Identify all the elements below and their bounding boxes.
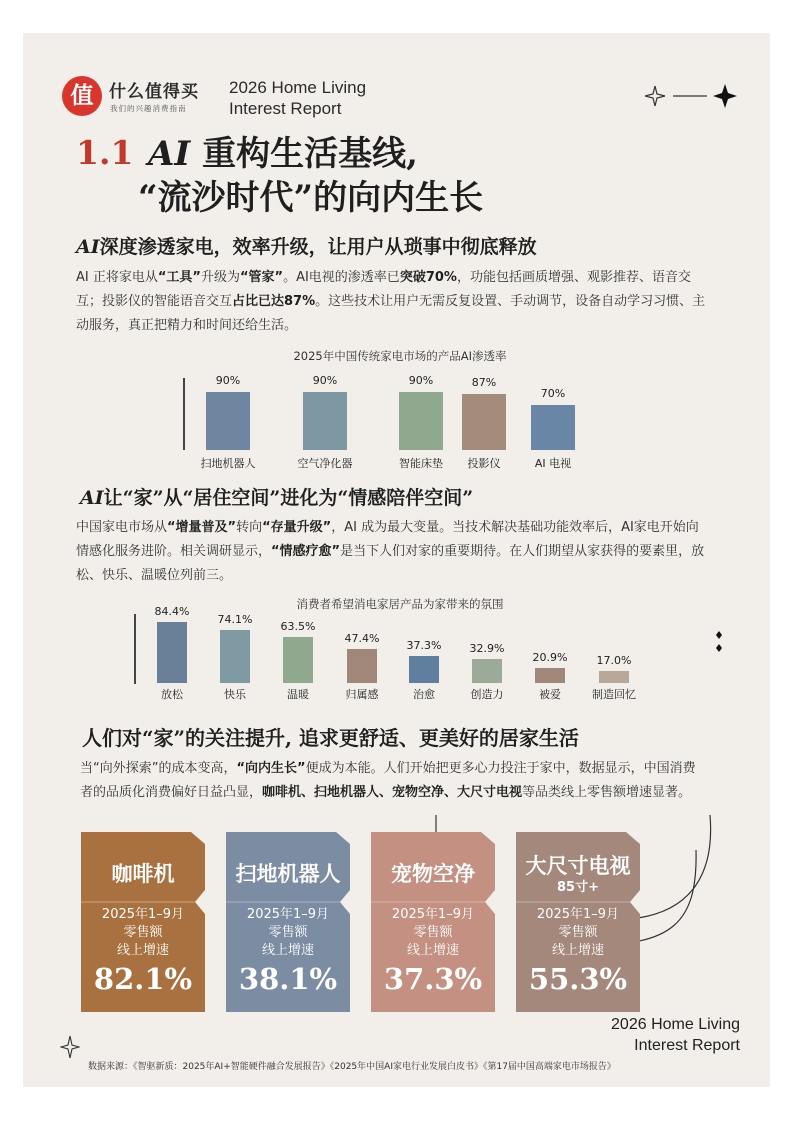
chart1-bar: [303, 392, 347, 450]
chart2-category-label: 创造力: [470, 688, 504, 701]
section-number: 1.1: [76, 133, 134, 172]
card-value: 38.1%: [238, 962, 338, 996]
chart1-category-label: 投影仪: [467, 457, 501, 470]
card-metric: 线上增速: [406, 943, 459, 958]
section-title: AI 重构生活基线, “流沙时代”的向内生长: [138, 134, 484, 218]
chart2-value-label: 74.1%: [217, 612, 253, 626]
card-metric: 线上增速: [551, 943, 604, 958]
chart2-value-label: 84.4%: [154, 605, 190, 619]
card-metric: 零售额: [413, 925, 453, 940]
chart2-category-label: 归属感: [345, 688, 379, 701]
chart1-value-label: 90%: [215, 374, 241, 388]
card-metric: 线上增速: [261, 943, 314, 958]
card-title: 扫地机器人: [235, 862, 341, 886]
chart2-category-label: 制造回忆: [592, 688, 636, 701]
chart2-value-label: 37.3%: [406, 639, 442, 653]
chart2-bar: [472, 659, 502, 683]
subheading-3: 人们对“家”的关注提升, 追求更舒适、更美好的居家生活: [82, 726, 579, 750]
card-extra: 85寸+: [557, 880, 599, 895]
sparkle-icon: [60, 1034, 80, 1060]
card-period: 2025年1–9月: [536, 907, 620, 922]
report-title: 2026 Home Living Interest Report: [229, 78, 367, 118]
chart2-bar: [283, 637, 313, 683]
chart2-bar: [409, 656, 439, 683]
chart1-bar: [206, 392, 250, 450]
chart2-category-label: 温暖: [287, 688, 309, 701]
chart2-value-label: 32.9%: [469, 642, 505, 656]
chart2-axis: [134, 614, 136, 684]
card-title: 咖啡机: [111, 862, 175, 886]
chart2-category-label: 放松: [161, 688, 183, 701]
brand-logo: 值: [62, 76, 102, 116]
chart1-category-label: AI 电视: [534, 457, 572, 470]
card-period: 2025年1–9月: [101, 907, 185, 922]
chart2-value-label: 17.0%: [596, 653, 632, 667]
chart2-category-label: 治愈: [413, 688, 435, 701]
card-value: 37.3%: [383, 962, 483, 996]
chart2-value-label: 63.5%: [280, 620, 316, 634]
footer-report-title: 2026 Home Living Interest Report: [611, 1016, 740, 1054]
chart1-axis: [183, 378, 185, 450]
brand-slogan: 我们的兴趣消费指南: [110, 104, 187, 113]
chart2-bar: [220, 630, 250, 683]
chart1-value-label: 70%: [540, 387, 566, 401]
paragraph-1: AI 正将家电从“工具”升级为“管家”。AI电视的渗透率已突破70%，功能包括画质增强、观影推荐、语音交互；投影仪的智能语音交互占比已达87%。这些技术让用户无需反复设置、手动调节，设备自动学习习惯、主动服务，真正把精力和时间还给生活。: [76, 270, 706, 333]
card-title: 宠物空净: [391, 862, 475, 886]
chart2-category-label: 被爱: [539, 688, 561, 701]
chart2-bar: [535, 668, 565, 683]
chart1-title: 2025年中国传统家电市场的产品AI渗透率: [293, 349, 507, 363]
chart2-bar: [347, 649, 377, 683]
chart2-category-label: 快乐: [224, 688, 246, 701]
card-period: 2025年1–9月: [391, 907, 475, 922]
chart1-category-label: 智能床垫: [399, 457, 443, 470]
chart1-bar: [531, 405, 575, 450]
chart1-category-label: 空气净化器: [297, 457, 353, 470]
diamond-dots-icon: [712, 630, 726, 654]
chart2-title: 消费者希望消电家居产品为家带来的氛围: [296, 597, 504, 611]
chart1-value-label: 90%: [312, 374, 338, 388]
paragraph-3: 当“向外探索”的成本变高，“向内生长”便成为本能。人们开始把更多心力投注于家中，数据显示，中国消费者的品质化消费偏好日益凸显，咖啡机、扫地机器人、宠物空净、大尺寸电视等品类线上零售额增速显著。: [80, 761, 696, 800]
card-metric: 零售额: [123, 925, 163, 940]
card-metric: 零售额: [268, 925, 308, 940]
card-period: 2025年1–9月: [246, 907, 330, 922]
chart1-bar: [462, 394, 506, 450]
chart2-bar: [157, 622, 187, 683]
chart2-bar: [599, 671, 629, 683]
card-metric: 零售额: [558, 925, 598, 940]
subheading-1: AI深度渗透家电，效率升级，让用户从琐事中彻底释放: [76, 236, 537, 258]
chart1-bar: [399, 392, 443, 450]
card-metric: 线上增速: [116, 943, 169, 958]
chart2-value-label: 20.9%: [532, 650, 568, 664]
data-source-note: 数据来源：《智驱新质：2025年AI+智能硬件融合发展报告》《2025年中国AI家电行业发展白皮书》《第17届中国高端家电市场报告》: [88, 1062, 616, 1072]
chart2-value-label: 47.4%: [344, 631, 380, 645]
brand-name: 什么值得买: [109, 82, 199, 102]
chart1-category-label: 扫地机器人: [200, 457, 256, 470]
chart1-value-label: 87%: [471, 376, 497, 390]
subheading-2: AI让“家”从“居住空间”进化为“情感陪伴空间”: [80, 487, 474, 509]
chart1-value-label: 90%: [408, 374, 434, 388]
card-value: 82.1%: [93, 962, 193, 996]
card-value: 55.3%: [528, 962, 628, 996]
card-title: 大尺寸电视: [525, 854, 631, 878]
star-divider-icon: [645, 82, 755, 110]
paragraph-2: 中国家电市场从“增量普及”转向“存量升级”，AI 成为最大变量。当技术解决基础功能效率后，AI家电开始向情感化服务进阶。相关调研显示，“情感疗愈”是当下人们对家的重要期待。在人们期望从家获得的要素里，放松、快乐、温暖位列前三。: [76, 520, 705, 583]
